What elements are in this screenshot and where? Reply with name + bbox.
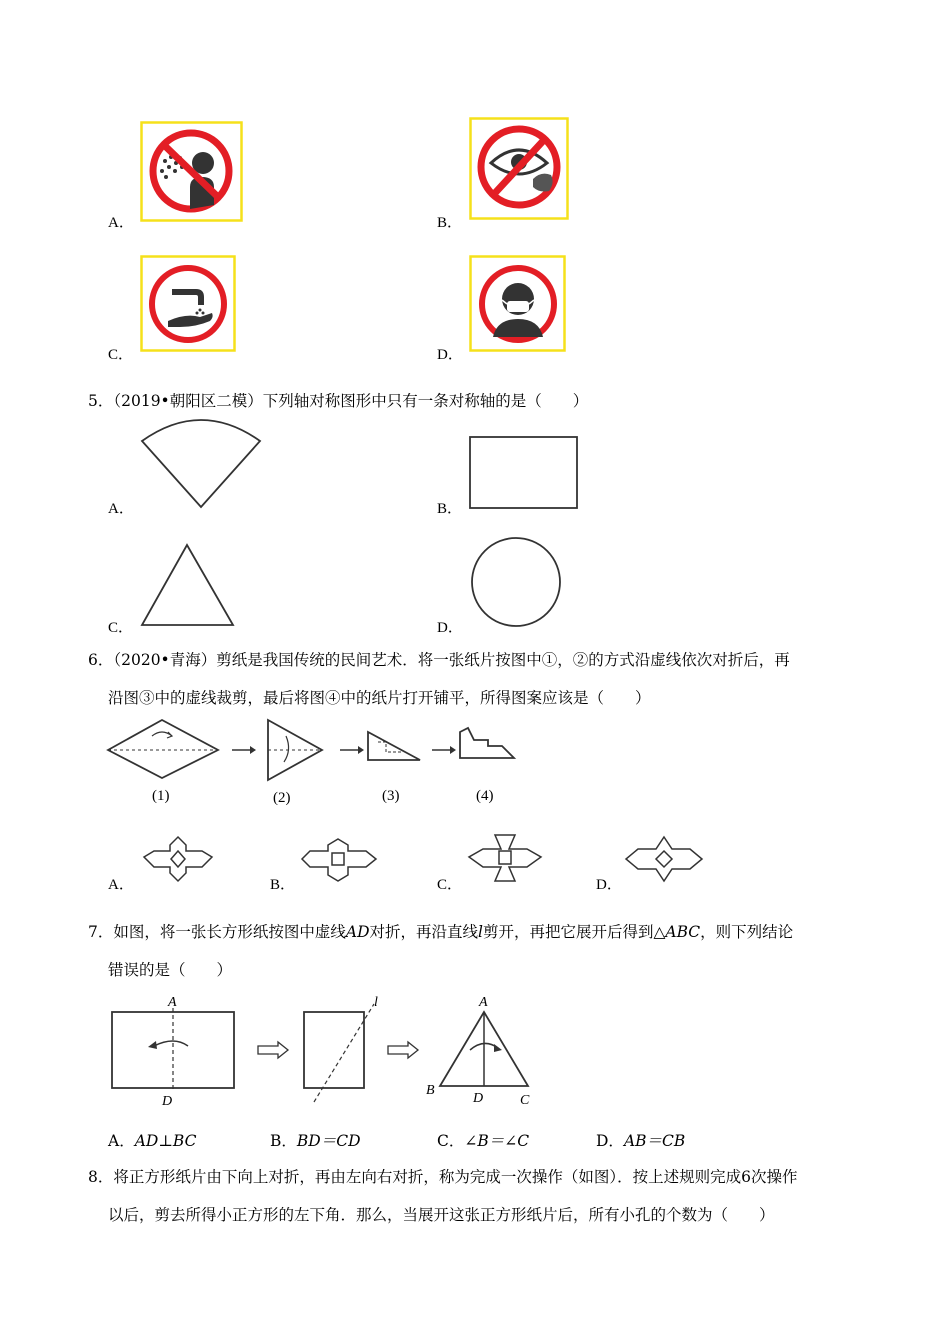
q7-option-c: C．∠B＝∠C	[437, 1132, 530, 1150]
q6-option-d-label: D．	[596, 877, 622, 893]
q7-option-b: B．BD＝CD	[270, 1132, 361, 1150]
q7-fig-label-l: l	[374, 995, 378, 1010]
q7-stem-line2: 错误的是（ ）	[108, 961, 233, 979]
q5-option-a-label: A．	[108, 501, 134, 517]
rectangle-shape	[468, 435, 580, 511]
q6-stem-line1: 6．（2020•青海）剪纸是我国传统的民间艺术．将一张纸片按图中①，②的方式沿虚线依次对折后，再	[88, 651, 790, 669]
q6-option-d-pattern	[626, 835, 706, 885]
q7-option-a: A．AD⊥BC	[108, 1132, 197, 1150]
q6-option-a-pattern	[138, 835, 218, 885]
q5-stem: 5．（2019•朝阳区二模）下列轴对称图形中只有一条对称轴的是（ ）	[88, 392, 589, 410]
q5-option-d-label: D．	[437, 620, 463, 636]
q4-option-c-label: C．	[108, 347, 134, 363]
equilateral-triangle-shape	[139, 542, 237, 628]
step-label-1: (1)	[152, 788, 170, 804]
q5-option-c-label: C．	[108, 620, 134, 636]
q7-fig-label-d1: D	[162, 1094, 173, 1109]
q4-option-b-label: B．	[437, 215, 463, 231]
q7-fig-label-c: C	[520, 1093, 530, 1108]
q4-option-a-label: A．	[108, 215, 134, 231]
q8-stem-line2: 以后，剪去所得小正方形的左下角．那么，当展开这张正方形纸片后，所有小孔的个数为（ ）	[108, 1206, 775, 1224]
step-label-4: (4)	[476, 788, 494, 804]
q7-fig-label-d2: D	[473, 1091, 484, 1106]
no-spraying-sign-icon	[140, 121, 244, 222]
q6-option-c-label: C．	[437, 877, 463, 893]
q8-stem-line1: 8．将正方形纸片由下向上对折，再由左向右对折，称为完成一次操作（如图）．按上述规则完成6次操作	[88, 1168, 798, 1186]
q7-folding-figure	[108, 990, 548, 1110]
mask-wearing-sign-icon	[469, 255, 567, 353]
q6-option-b-pattern	[300, 835, 380, 885]
q6-option-b-label: B．	[270, 877, 296, 893]
q7-stem-line1: 7．如图，将一张长方形纸按图中虚线AD对折，再沿直线l剪开，再把它展开后得到△ABC，则下列结论	[88, 923, 794, 941]
q6-option-c-pattern	[465, 833, 545, 885]
hand-washing-sign-icon	[140, 255, 237, 353]
q6-stem-line2: 沿图③中的虚线裁剪，最后将图④中的纸片打开铺平，所得图案应该是（ ）	[108, 689, 651, 707]
q5-option-b-label: B．	[437, 501, 463, 517]
no-eye-rubbing-sign-icon	[469, 117, 570, 221]
q7-fig-label-a1: A	[168, 995, 177, 1010]
q4-option-d-label: D．	[437, 347, 463, 363]
sector-shape	[140, 418, 264, 512]
q7-fig-label-a2: A	[479, 995, 488, 1010]
paper-folding-steps-figure	[106, 718, 526, 813]
step-label-2: (2)	[273, 790, 291, 806]
step-label-3: (3)	[382, 788, 400, 804]
q6-option-a-label: A．	[108, 877, 134, 893]
circle-shape	[469, 536, 565, 630]
q7-option-d: D．AB＝CB	[596, 1132, 686, 1150]
q7-fig-label-b: B	[426, 1083, 435, 1098]
